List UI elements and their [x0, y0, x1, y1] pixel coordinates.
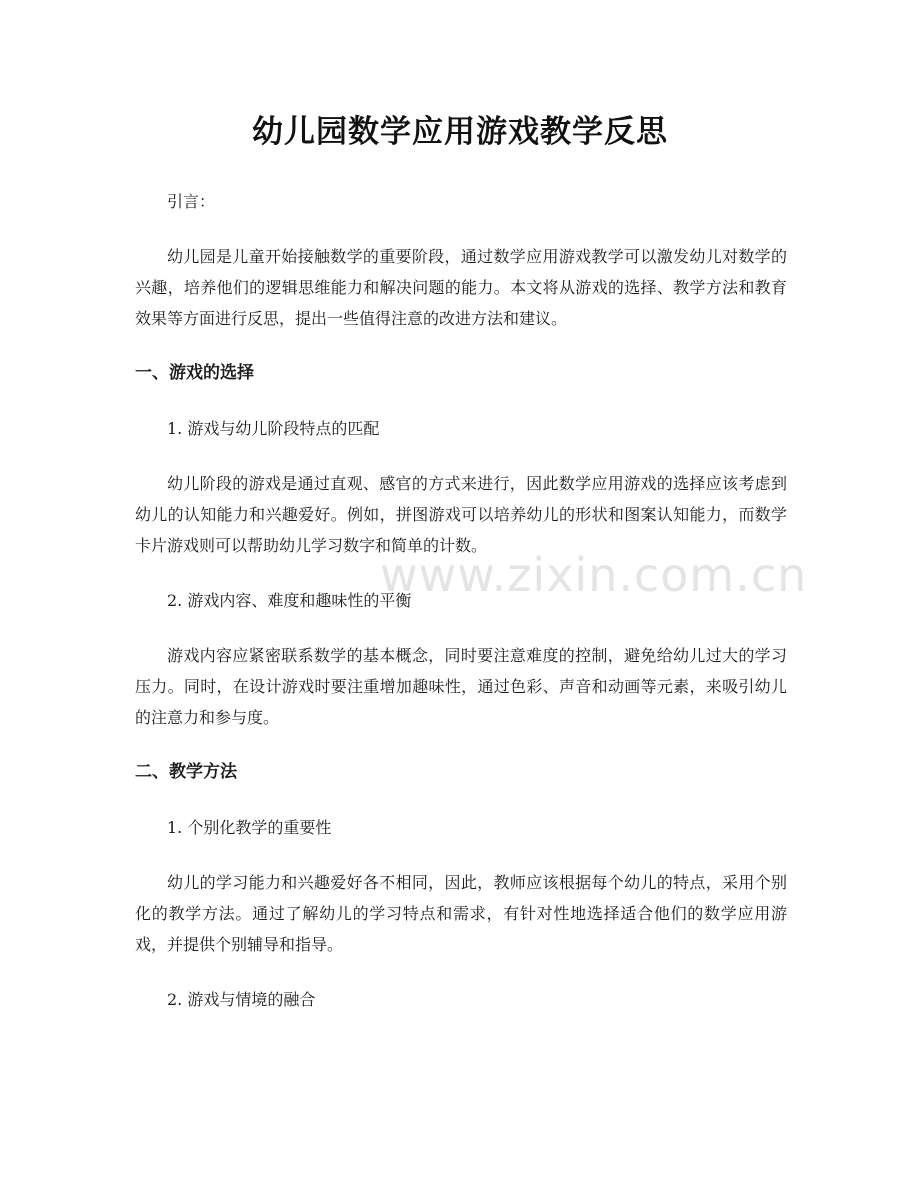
- subheading-1-2: 2. 游戏内容、难度和趣味性的平衡: [167, 591, 412, 610]
- subheading-2-1: 1. 个别化教学的重要性: [167, 818, 332, 837]
- section-heading-2: 二、教学方法: [135, 762, 237, 782]
- subheading-2-2: 2. 游戏与情境的融合: [167, 990, 316, 1009]
- intro-label: 引言：: [167, 192, 216, 211]
- section-heading-1: 一、游戏的选择: [135, 363, 254, 383]
- paragraph-1-1: 幼儿阶段的游戏是通过直观、感官的方式来进行，因此数学应用游戏的选择应该考虑到幼儿的认知能力和兴趣爱好。例如，拼图游戏可以培养幼儿的形状和图案认知能力，而数学卡片游戏则可以帮助幼儿学习数字和简单的计数。: [135, 474, 787, 555]
- paragraph-1-2: 游戏内容应紧密联系数学的基本概念，同时要注意难度的控制，避免给幼儿过大的学习压力。同时，在设计游戏时要注重增加趣味性，通过色彩、声音和动画等元素，来吸引幼儿的注意力和参与度。: [135, 646, 787, 727]
- subheading-1-1: 1. 游戏与幼儿阶段特点的匹配: [167, 419, 380, 438]
- paragraph-2-1: 幼儿的学习能力和兴趣爱好各不相同，因此，教师应该根据每个幼儿的特点，采用个别化的教学方法。通过了解幼儿的学习特点和需求，有针对性地选择适合他们的数学应用游戏，并提供个别辅导和指导。: [135, 873, 787, 954]
- intro-paragraph: 幼儿园是儿童开始接触数学的重要阶段，通过数学应用游戏教学可以激发幼儿对数学的兴趣，培养他们的逻辑思维能力和解决问题的能力。本文将从游戏的选择、教学方法和教育效果等方面进行反思，提出一些值得注意的改进方法和建议。: [135, 247, 787, 328]
- document-body: [135, 186, 787, 1039]
- document-title: 幼儿园数学应用游戏教学反思: [252, 114, 668, 150]
- watermark-text: www.zixin.com.cn: [380, 548, 808, 602]
